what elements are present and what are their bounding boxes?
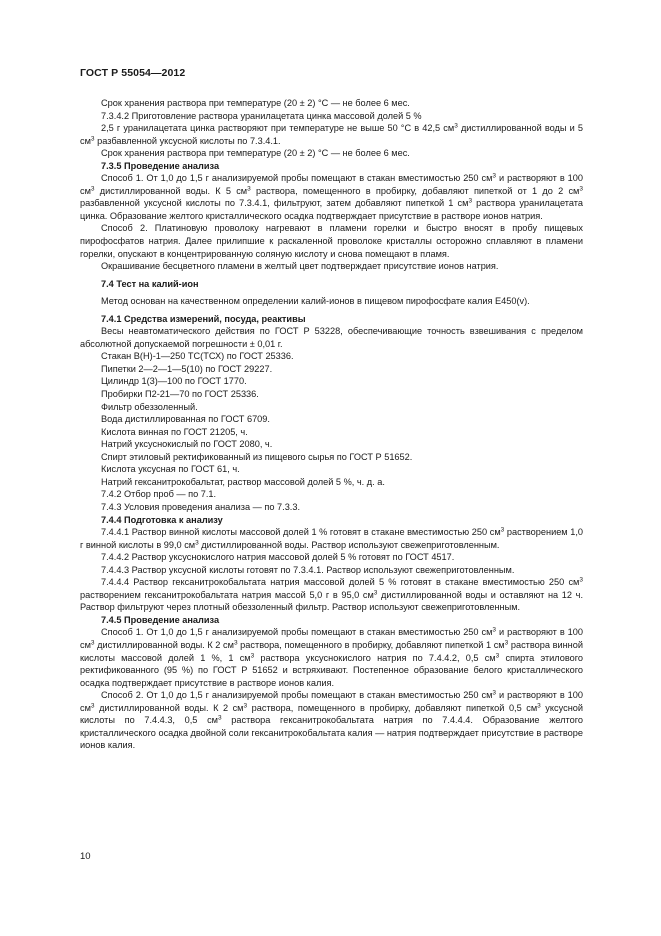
document-header: ГОСТ Р 55054—2012 [80,67,186,79]
paragraph: Вода дистиллированная по ГОСТ 6709. [101,414,270,425]
paragraph: Кислота винная по ГОСТ 21205, ч. [101,426,248,437]
paragraph: 7.4.4.3 Раствор уксусной кислоты готовят по 7.3.4.1. Раствор используют свежеприготовленным. [101,564,515,575]
paragraph: 7.4.4.4 Раствор гексанитрокобальтата натрия массовой долей 5 % готовят в стакане вместимостью 250 $см^3$ растворением гексанитрокобальтата натрия массой 5,0 г в 95,0 $см^3$ дистиллированной воды и оставляют на 12 ч. Раствор фильтруют через плотный обеззоленный фильтр. Раствор используют свежеприготовленным. [80,576,584,613]
section-heading: 7.3.5 Проведение анализа [101,160,220,171]
document-body [80,97,583,752]
page-number: 10 [80,851,91,862]
paragraph: 2,5 г уранилацетата цинка растворяют при температуре не выше 50 °С в 42,5 $см^3$ дистиллированной воды и 5 $см^3$ разбавленной уксусной кислоты по 7.3.4.1. [80,122,583,146]
paragraph: 7.3.4.2 Приготовление раствора уранилацетата цинка массовой долей 5 % [101,110,422,121]
paragraph: Способ 1. От 1,0 до 1,5 г анализируемой пробы помещают в стакан вместимостью 250 $см^3$ и растворяют в 100 $см^3$ дистиллированной воды. К 2 $см^3$ раствора, помещенного в пробирку, добавляют пипеткой 1 $см^3$ раствора винной кислоты массовой долей 1 %, 1 $см^3$ раствора уксуснокислого натрия по 7.4.4.2, 0,5 $см^3$ спирта этилового ректификованного (95 %) по ГОСТ Р 51652 и встряхивают. Постепенное образование белого кристаллического осадка подтверждает присутствие в растворе ионов калия. [80,626,584,688]
paragraph: 7.4.4.1 Раствор винной кислоты массовой долей 1 % готовят в стакане вместимостью 250 $см^3$ растворением 1,0 г винной кислоты в 99,0 $см^3$ дистиллированной воды. Раствор используют свежеприготовленным. [80,526,583,550]
paragraph: Метод основан на качественном определении калий-ионов в пищевом пирофосфате калия Е450(v). [101,296,530,307]
section-heading: 7.4.1 Средства измерений, посуда, реактивы [101,313,306,324]
paragraph: Весы неавтоматического действия по ГОСТ Р 53228, обеспечивающие точность взвешивания с пределом абсолютной допускаемой погрешности ± 0,01 г. [80,326,583,349]
paragraph: Способ 2. Платиновую проволоку нагревают в пламени горелки и быстро вносят в пробу пищевых пирофосфатов натрия. Далее прилипшие к раскаленной проволоке кристаллы осторожно сплавляют в пламени горелки, опускают в концентрированную соляную кислоту и снова помещают в пламя. [80,223,583,259]
paragraph: Окрашивание бесцветного пламени в желтый цвет подтверждает присутствие ионов натрия. [101,261,499,272]
paragraph: Натрий уксуснокислый по ГОСТ 2080, ч. [101,439,273,450]
section-heading: 7.4.5 Проведение анализа [101,614,220,625]
paragraph: Фильтр обеззоленный. [101,401,198,412]
paragraph: 7.4.3 Условия проведения анализа — по 7.3.3. [101,501,301,512]
section-heading: 7.4 Тест на калий-ион [101,278,199,289]
paragraph: Срок хранения раствора при температуре (20 ± 2) °С — не более 6 мес. [101,98,410,108]
paragraph: Способ 1. От 1,0 до 1,5 г анализируемой пробы помещают в стакан вместимостью 250 $см^3$ и растворяют в 100 $см^3$ дистиллированной воды. К 5 $см^3$ раствора, помещенного в пробирку, добавляют пипеткой от 1 до 2 $см^3$ разбавленной уксусной кислоты по 7.3.4.1, фильтруют, затем добавляют пипеткой 1 $см^3$ раствора уранилацетата цинка. Образование желтого кристаллического осадка подтверждает присутствие в растворе ионов натрия. [80,172,583,221]
paragraph: Цилиндр 1(3)—100 по ГОСТ 1770. [101,376,247,387]
paragraph: Стакан В(Н)-1—250 ТС(ТСХ) по ГОСТ 25336. [101,351,294,362]
paragraph: 7.4.2 Отбор проб — по 7.1. [101,489,217,500]
section-heading: 7.4.4 Подготовка к анализу [101,514,223,525]
paragraph: Пробирки П2-21—70 по ГОСТ 25336. [101,389,259,400]
paragraph: Кислота уксусная по ГОСТ 61, ч. [101,464,240,475]
paragraph: 7.4.4.2 Раствор уксуснокислого натрия массовой долей 5 % готовят по ГОСТ 4517. [101,552,455,563]
paragraph: Пипетки 2—2—1—5(10) по ГОСТ 29227. [101,363,273,374]
paragraph: Способ 2. От 1,0 до 1,5 г анализируемой пробы помещают в стакан вместимостью 250 $см^3$ и растворяют в 100 $см^3$ дистиллированной воды. К 2 $см^3$ раствора, помещенного в пробирку, добавляют пипеткой 0,5 $см^3$ уксусной кислоты по 7.4.4.3, 0,5 $см^3$ раствора гексанитрокобальтата натрия по 7.4.4.4. Образование желтого кристаллического осадка двойной соли гексанитрокобальтата калия — натрия подтверждает присутствие в растворе ионов калия. [80,689,584,751]
paragraph: Натрий гексанитрокобальтат, раствор массовой долей 5 %, ч. д. а. [101,476,385,487]
paragraph: Срок хранения раствора при температуре (20 ± 2) °С — не более 6 мес. [101,148,410,159]
paragraph: Спирт этиловый ректификованный из пищевого сырья по ГОСТ Р 51652. [101,451,413,462]
